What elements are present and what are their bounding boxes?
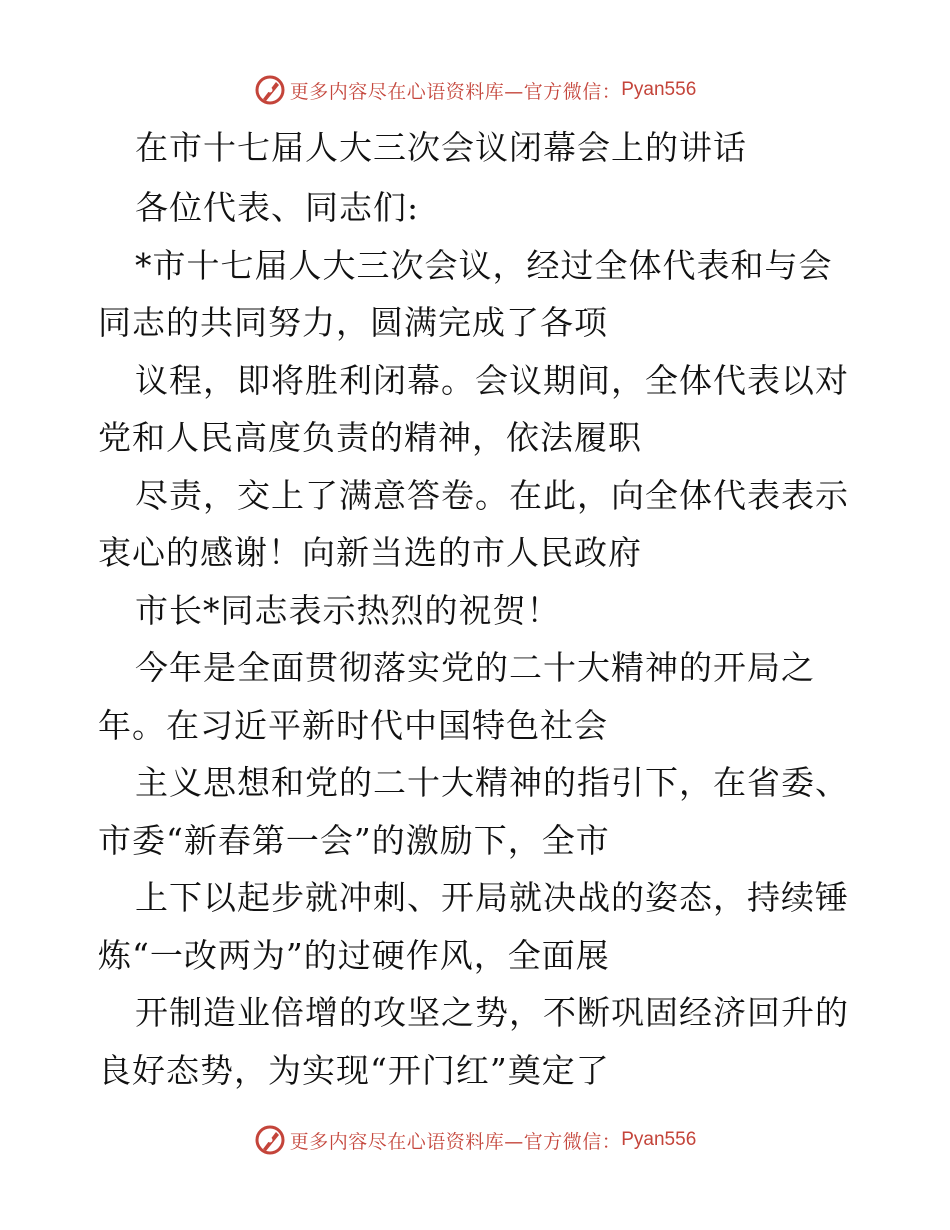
- quill-pen-logo-icon: [254, 74, 286, 106]
- document-title: 在市十七届人大三次会议闭幕会上的讲话: [135, 128, 747, 167]
- salutation: 各位代表、同志们:: [135, 188, 420, 227]
- paragraph-line: 议程，即将胜利闭幕。会议期间，全体代表以对: [135, 361, 849, 400]
- banner-wechat-id: Pyan556: [621, 79, 697, 100]
- quill-pen-logo-icon: [254, 1124, 286, 1156]
- footer-banner: [0, 1120, 950, 1160]
- paragraph-line: 市委“新春第一会”的激励下，全市: [98, 821, 610, 860]
- banner-text: 更多内容尽在心语资料库—官方微信：: [289, 1130, 622, 1153]
- paragraph-line: 良好态势，为实现“开门红”奠定了: [98, 1051, 610, 1090]
- paragraph-line: 今年是全面贯彻落实党的二十大精神的开局之: [135, 648, 815, 687]
- paragraph-line: 年。在习近平新时代中国特色社会: [98, 706, 608, 745]
- paragraph-line: 上下以起步就冲刺、开局就决战的姿态，持续锤: [135, 878, 849, 917]
- paragraph-line: 同志的共同努力，圆满完成了各项: [98, 303, 608, 342]
- banner-wechat-id: Pyan556: [621, 1129, 697, 1150]
- banner-text: 更多内容尽在心语资料库—官方微信：: [289, 80, 622, 103]
- paragraph-line: 尽责，交上了满意答卷。在此，向全体代表表示: [135, 476, 849, 515]
- paragraph-line: 市长*同志表示热烈的祝贺！: [135, 591, 561, 630]
- paragraph-line: *市十七届人大三次会议，经过全体代表和与会: [135, 246, 833, 285]
- paragraph-line: 开制造业倍增的攻坚之势，不断巩固经济回升的: [135, 993, 849, 1032]
- paragraph-line: 党和人民高度负责的精神，依法履职: [98, 418, 642, 457]
- paragraph-line: 炼“一改两为”的过硬作风，全面展: [98, 936, 610, 975]
- paragraph-line: 衷心的感谢！向新当选的市人民政府: [98, 533, 642, 572]
- paragraph-line: 主义思想和党的二十大精神的指引下，在省委、: [135, 763, 849, 802]
- header-banner: [0, 70, 950, 110]
